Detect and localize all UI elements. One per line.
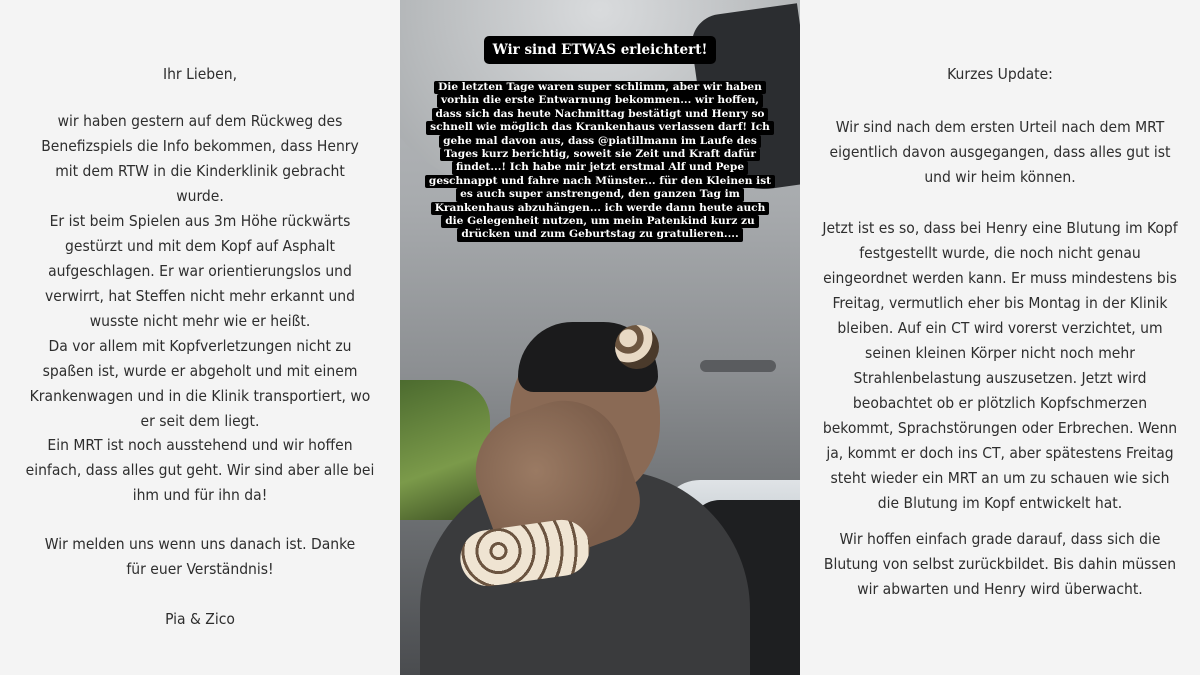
- caption-line: die Gelegenheit nutzen, um mein Patenkind kurz zu: [441, 215, 759, 228]
- story-caption: [412, 81, 788, 242]
- paragraph-mri-result: Wir sind nach dem ersten Urteil nach dem MRT eigentlich davon ausgegangen, dass alles gut ist und wir heim können.: [829, 118, 1171, 186]
- paragraph-transport: Da vor allem mit Kopfverletzungen nicht zu spaßen ist, wurde er abgeholt und mit einem Krankenwagen und in die Klinik transportiert, wo er seit dem liegt.: [29, 337, 371, 430]
- paragraph-fall-details: Er ist beim Spielen aus 3m Höhe rückwärts gestürzt und mit dem Kopf auf Asphalt aufgeschlagen. Er war orientierungslos und verwirrt, hat Steffen nicht mehr erkannt und wusste nicht mehr wie er heißt.: [44, 212, 356, 330]
- caption-line: findet...! Ich habe mir jetzt erstmal Alf und Pepe: [452, 161, 748, 174]
- grab-handle: [700, 360, 776, 372]
- story-panel: [400, 0, 800, 675]
- right-text-panel: [800, 0, 1200, 675]
- paragraph-mri-pending: Ein MRT ist noch ausstehend und wir hoffen einfach, dass alles gut geht. Wir sind aber alle bei ihm und für ihn da!: [25, 436, 375, 504]
- paragraph-hope: Wir hoffen einfach grade darauf, dass sich die Blutung von selbst zurückbildet. Bis dahin müssen wir abwarten und Henry wird überwacht.: [823, 530, 1177, 598]
- caption-line: gehe mal davon aus, dass @piatillmann im Laufe des: [439, 135, 761, 148]
- caption-line: Krankenhaus abzuhängen... ich werde dann heute auch: [431, 202, 770, 215]
- story-title-sticker: [400, 36, 800, 64]
- left-text-panel: [0, 0, 400, 675]
- greeting: Ihr Lieben,: [162, 65, 238, 83]
- caption-line: schnell wie möglich das Krankenhaus verlassen darf! Ich: [426, 121, 774, 134]
- paragraph-accident-info: wir haben gestern auf dem Rückweg des Benefizspiels die Info bekommen, dass Henry mit dem RTW in die Kinderklinik gebracht wurde.: [41, 112, 359, 205]
- paragraph-bleeding-details: Jetzt ist es so, dass bei Henry eine Blutung im Kopf festgestellt wurde, die noch nicht genau eingeordnet werden kann. Er muss mindestens bis Freitag, vermutlich eher bis Montag in der Klinik bleiben. Auf ein CT wird vorerst verzichtet, um seinen kleinen Körper nicht noch mehr Strahlenbelastung auszusetzen. Jetzt wird beobachtet ob er plötzlich Kopfschmerzen bekommt, Sprachstörungen oder Erbrechen. Wenn ja, kommt er doch ins CT, aber spätestens Freitag steht wieder ein MRT an um zu schauen wie sich die Blutung im Kopf entwickelt hat.: [822, 219, 1178, 512]
- caption-line: Tages kurz berichtig, soweit sie Zeit und Kraft dafür: [440, 148, 760, 161]
- story-title: Wir sind ETWAS erleichtert!: [484, 36, 717, 64]
- update-heading: Kurzes Update:: [947, 65, 1053, 83]
- signature: Pia & Zico: [165, 610, 235, 628]
- caption-line: dass sich das heute Nachmittag bestätigt und Henry so: [432, 108, 769, 121]
- caption-line: vorhin die erste Entwarnung bekommen... wir hoffen,: [437, 94, 763, 107]
- paragraph-thanks: Wir melden uns wenn uns danach ist. Danke für euer Verständnis!: [44, 535, 356, 578]
- caption-line: es auch super anstrengend, den ganzen Tag im: [456, 188, 744, 201]
- caption-line: Die letzten Tage waren super schlimm, aber wir haben: [434, 81, 766, 94]
- caption-line: geschnappt und fahre nach Münster... für den Kleinen ist: [425, 175, 775, 188]
- hair-scrunchie: [615, 325, 659, 369]
- caption-line: drücken und zum Geburtstag zu gratulieren....: [457, 228, 742, 241]
